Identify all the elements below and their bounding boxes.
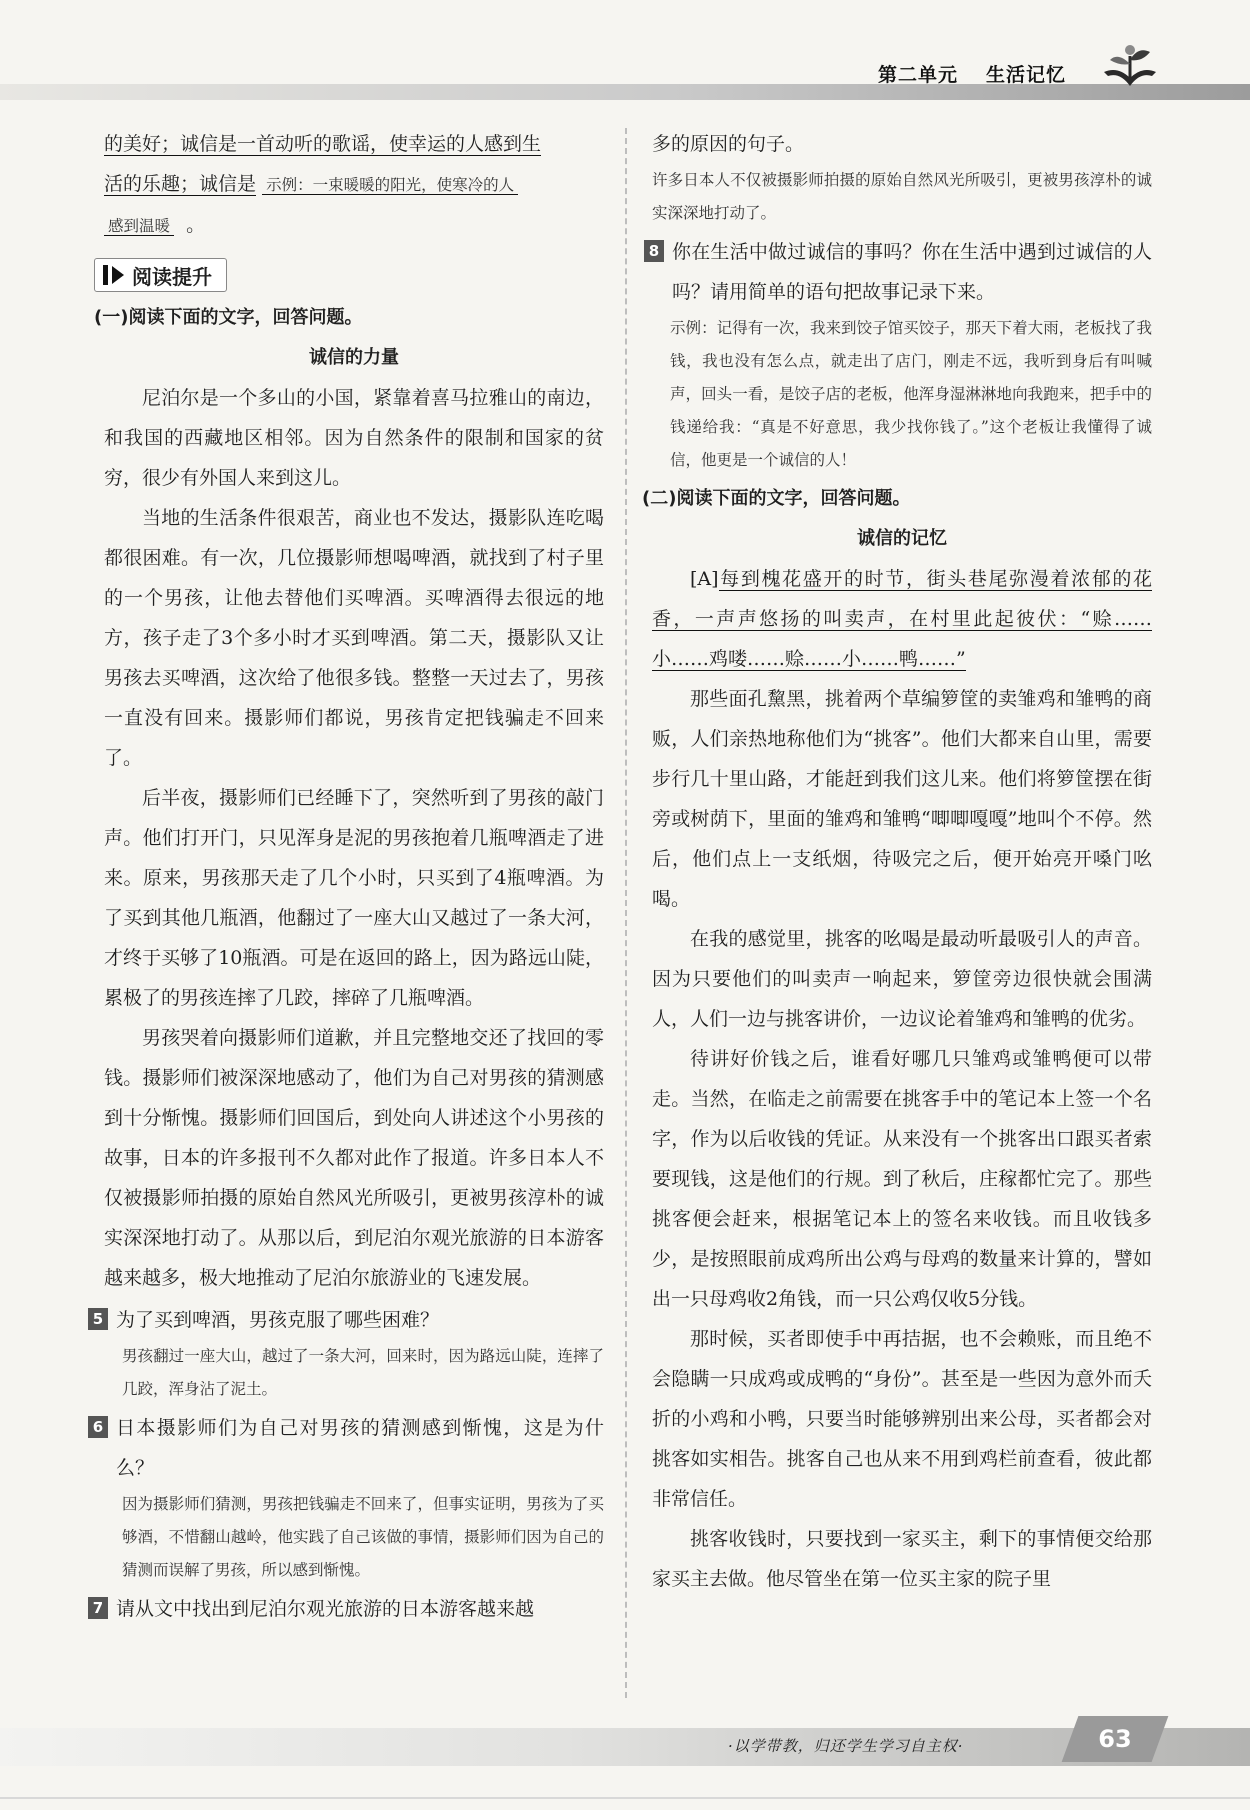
question-number: 7: [88, 1597, 108, 1619]
answer-5: 男孩翻过一座大山，越过了一条大河，回来时，因为路远山陡，连摔了几跤，浑身沾了泥土。: [122, 1347, 604, 1398]
page-number-badge: [1062, 1716, 1169, 1762]
part1-heading: (一)阅读下面的文字，回答问题。: [94, 307, 363, 328]
paragraph-a: [652, 559, 1152, 679]
article2-paragraph: 待讲好价钱之后，谁看好哪几只雏鸡或雏鸭便可以带走。当然，在临走之前需要在挑客手中的笔记本上签一个名字，作为以后收钱的凭证。从来没有一个挑客出口跟买者索要现钱，这是他们的行规。到了秋后，庄稼都忙完了。那些挑客便会赶来，根据笔记本上的签名来收钱。而且收钱多少，是按照眼前成鸡所出公鸡与母鸡的数量来计算的，譬如出一只母鸡收2角钱，而一只公鸡仅收5分钱。: [652, 1048, 1152, 1310]
question-text: 为了买到啤酒，男孩克服了哪些困难？: [116, 1309, 440, 1331]
article2-paragraph: 那时候，买者即使手中再拮据，也不会赖账，而且绝不会隐瞒一只成鸡或成鸭的“身份”。甚至是一些因为意外而夭折的小鸡和小鸭，只要当时能够辨别出来公母，买者都会对挑客如实相告。挑客自己也从来不用到鸡栏前查看，彼此都非常信任。: [652, 1328, 1152, 1510]
footer-motto: ·以学带教，归还学生学习自主权·: [728, 1737, 964, 1755]
answer-6: 因为摄影师们猜测，男孩把钱骗走不回来了，但事实证明，男孩为了买够酒，不惜翻山越岭，他实践了自己该做的事情，摄影师们因为自己的猜测而误解了男孩，所以感到惭愧。: [122, 1495, 604, 1579]
article1-paragraph: 后半夜，摄影师们已经睡下了，突然听到了男孩的敲门声。他们打开门，只见浑身是泥的男孩抱着几瓶啤酒走了进来。原来，男孩那天走了几个小时，只买到了4瓶啤酒。为了买到其他几瓶酒，他翻过了一座大山又越过了一条大河，才终于买够了10瓶酒。可是在返回的路上，因为路远山陡，累极了的男孩连摔了几跤，摔碎了几瓶啤酒。: [104, 787, 604, 1009]
question-text: 请从文中找出到尼泊尔观光旅游的日本游客越来越: [116, 1598, 535, 1620]
paragraph-a-marker: [A]: [690, 568, 719, 590]
page-number: 63: [1098, 1725, 1132, 1753]
article2-paragraph: 在我的感觉里，挑客的吆喝是最动听最吸引人的声音。因为只要他们的叫卖声一响起来，箩筐旁边很快就会围满人，人们一边与挑客讲价，一边议论着雏鸡和雏鸭的优劣。: [652, 928, 1152, 1030]
answer-7: 许多日本人不仅被摄影师拍摄的原始自然风光所吸引，更被男孩淳朴的诚实深深地打动了。: [652, 171, 1152, 222]
article2-title: 诚信的记忆: [857, 528, 947, 549]
article2-paragraph: 挑客收钱时，只要找到一家买主，剩下的事情便交给那家买主去做。他尽管坐在第一位买主家的院子里: [652, 1528, 1152, 1590]
header-title: [878, 60, 1098, 87]
question-text: 你在生活中做过诚信的事吗？你在生活中遇到过诚信的人吗？请用简单的语句把故事记录下来。: [672, 241, 1152, 303]
question-8: [644, 232, 1152, 312]
intro-line-1: 的美好；诚信是一首动听的歌谣，使幸运的人感到生: [104, 133, 542, 155]
unit-label: 第二单元: [878, 64, 959, 86]
question-6: [88, 1408, 604, 1488]
intro-line-3: 感到温暖 。: [104, 205, 604, 246]
article1-title: 诚信的力量: [309, 347, 399, 368]
right-column: [642, 124, 1152, 1599]
article1-paragraph: 男孩哭着向摄影师们道歉，并且完整地交还了找回的零钱。摄影师们被深深地感动了，他们为自己对男孩的猜测感到十分惭愧。摄影师们回国后，到处向人讲述这个小男孩的故事，日本的许多报刊不久都对此作了报道。许多日本人不仅被摄影师拍摄的原始自然风光所吸引，更被男孩淳朴的诚实深深地打动了。从那以后，到尼泊尔观光旅游的日本游客越来越多，极大地推动了尼泊尔旅游业的飞速发展。: [104, 1027, 604, 1289]
article1-paragraph: 当地的生活条件很艰苦，商业也不发达，摄影队连吃喝都很困难。有一次，几位摄影师想喝啤酒，就找到了村子里的一个男孩，让他去替他们买啤酒。买啤酒得去很远的地方，孩子走了3个多小时才买到啤酒。第二天，摄影队又让男孩去买啤酒，这次给了他很多钱。整整一天过去了，男孩一直没有回来。摄影师们都说，男孩肯定把钱骗走不回来了。: [104, 507, 604, 769]
intro-line-2: 活的乐趣；诚信是 示例：一束暖暖的阳光，使寒冷的人: [104, 164, 604, 205]
bar-icon: [103, 265, 108, 285]
question-number: 5: [88, 1308, 108, 1330]
section-title: 阅读提升: [132, 264, 212, 289]
fill-blank-answer-cont: 感到温暖: [104, 217, 174, 236]
question-7: [88, 1589, 604, 1629]
section-heading: [94, 258, 604, 292]
article2-paragraph: 那些面孔黧黑，挑着两个草编箩筐的卖雏鸡和雏鸭的商贩，人们亲热地称他们为“挑客”。他们大都来自山里，需要步行几十里山路，才能赶到我们这儿来。他们将箩筐摆在街旁或树荫下，里面的雏鸡和雏鸭“唧唧嘎嘎”地叫个不停。然后，他们点上一支纸烟，待吸完之后，便开始亮开嗓门吆喝。: [652, 688, 1152, 910]
question-5: [88, 1300, 604, 1340]
book-with-sprout-icon: [1100, 42, 1160, 98]
part2-heading: (二)阅读下面的文字，回答问题。: [642, 488, 911, 509]
answer-8: 示例：记得有一次，我来到饺子馆买饺子，那天下着大雨，老板找了我钱，我也没有怎么点，就走出了店门，刚走不远，我听到身后有叫喊声，回头一看，是饺子店的老板，他浑身湿淋淋地向我跑来，把手中的钱递给我：“真是不好意思，我少找你钱了。”这个老板让我懂得了诚信，他更是一个诚信的人！: [670, 319, 1152, 469]
arrow-icon: [112, 266, 124, 284]
question-number: 8: [644, 240, 664, 262]
column-divider: [625, 128, 627, 1698]
article1-paragraph: 尼泊尔是一个多山的小国，紧靠着喜马拉雅山的南边，和我国的西藏地区相邻。因为自然条件的限制和国家的贫穷，很少有外国人来到这儿。: [104, 387, 604, 489]
paragraph-a-text: 每到槐花盛开的时节，街头巷尾弥漫着浓郁的花香，一声声悠扬的叫卖声，在村里此起彼伏：“赊……小……鸡喽……赊……小……鸭……”: [652, 568, 1152, 670]
question-number: 6: [88, 1416, 108, 1438]
left-column: [92, 124, 604, 1629]
theme-label: 生活记忆: [986, 64, 1067, 86]
question-7-cont: 多的原因的句子。: [652, 133, 805, 155]
page-edge: [0, 1797, 1250, 1799]
question-text: 日本摄影师们为自己对男孩的猜测感到惭愧，这是为什么？: [116, 1417, 604, 1479]
fill-blank-answer: 示例：一束暖暖的阳光，使寒冷的人: [262, 176, 518, 195]
